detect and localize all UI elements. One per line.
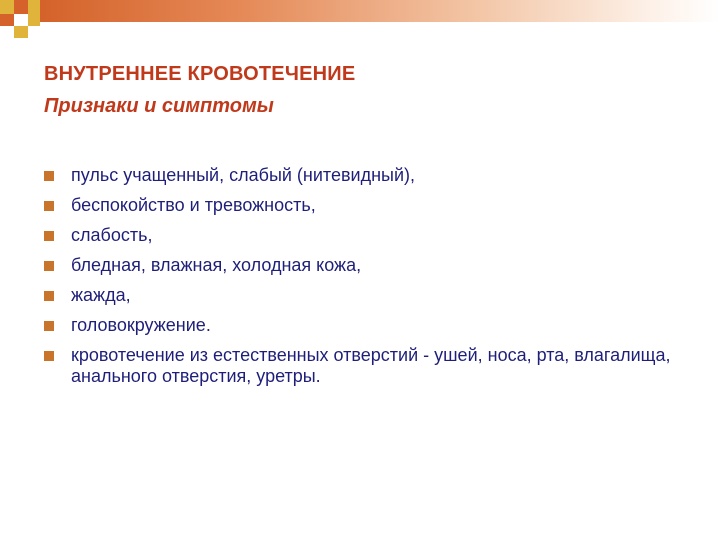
decor-square — [0, 0, 14, 14]
symptom-text: бледная, влажная, холодная кожа, — [71, 255, 362, 275]
square-bullet-icon — [44, 201, 54, 211]
symptom-item — [44, 255, 684, 276]
header-gradient-bar — [40, 0, 720, 22]
slide-subtitle: Признаки и симптомы — [44, 95, 274, 117]
symptom-item — [44, 315, 684, 336]
symptom-text: пульс учащенный, слабый (нитевидный), — [71, 165, 416, 185]
decor-square — [28, 0, 40, 14]
symptom-item — [44, 345, 684, 387]
symptom-item — [44, 195, 684, 216]
slide-title: ВНУТРЕННЕЕ КРОВОТЕЧЕНИЕ — [44, 63, 356, 85]
square-bullet-icon — [44, 291, 54, 301]
symptom-text: слабость, — [71, 225, 153, 245]
decor-square — [14, 26, 28, 38]
symptom-text: кровотечение из естественных отверстий - ушей, носа, рта, влагалища, анального отверстия, уретры. — [71, 345, 671, 386]
square-bullet-icon — [44, 321, 54, 331]
symptom-list — [44, 165, 684, 396]
symptom-text: беспокойство и тревожность, — [71, 195, 316, 215]
decor-square — [0, 14, 14, 26]
symptom-text: жажда, — [71, 285, 131, 305]
square-bullet-icon — [44, 351, 54, 361]
square-bullet-icon — [44, 171, 54, 181]
symptom-text: головокружение. — [71, 315, 211, 335]
decor-square — [14, 14, 28, 26]
decor-square — [0, 26, 14, 38]
symptom-item — [44, 165, 684, 186]
decor-square — [28, 14, 40, 26]
square-bullet-icon — [44, 231, 54, 241]
decor-square — [14, 0, 28, 14]
top-decoration — [0, 0, 720, 40]
symptom-item — [44, 285, 684, 306]
square-bullet-icon — [44, 261, 54, 271]
symptom-item — [44, 225, 684, 246]
